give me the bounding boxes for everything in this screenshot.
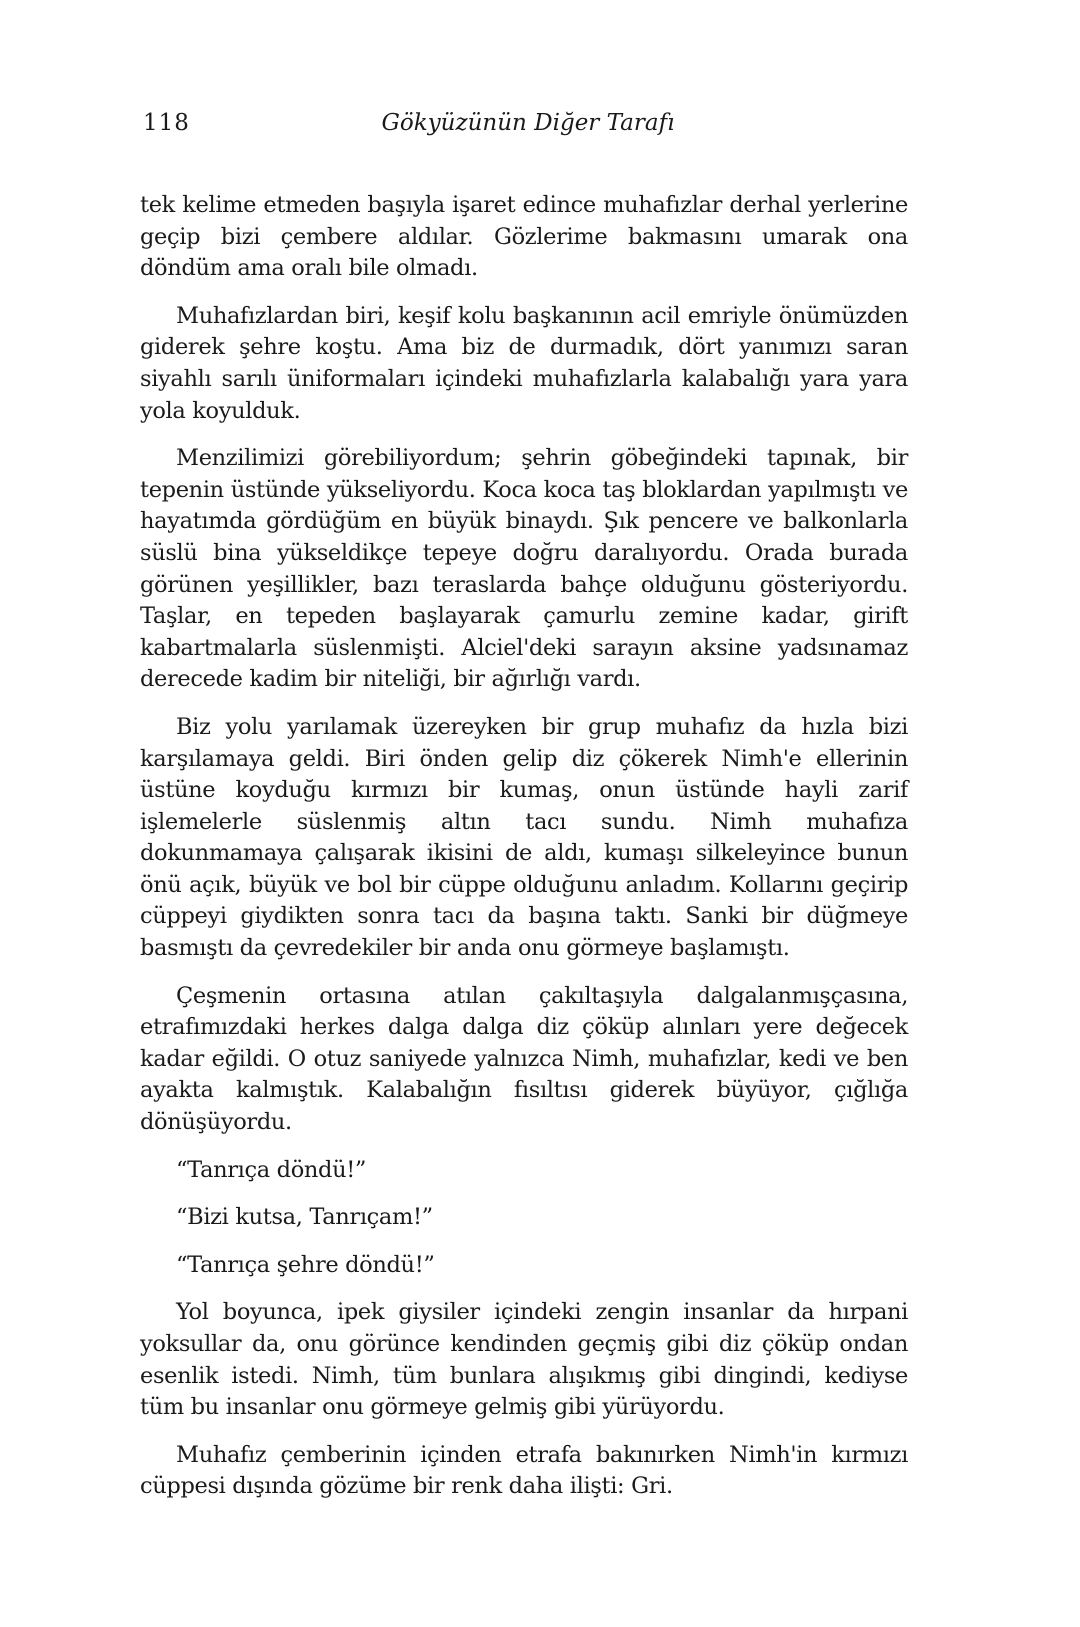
paragraph-3: Menzilimizi görebiliyordum; şehrin göbeğindeki tapınak, bir tepenin üstünde yükseliyordu. Koca koca taş bloklardan yapılmıştı ve hayatımda gördüğüm en büyük binaydı. Şık pencere ve balkonlarla süslü bina yükseldikçe tepeye doğru daralıyordu. Orada burada görünen yeşillikler, bazı teraslarda bahçe olduğunu gösteriyordu. Taşlar, en tepeden başlayarak çamurlu zemine kadar, girift kabartmalarla süslenmişti. Alciel'deki sarayın aksine yadsınamaz derecede kadim bir niteliği, bir ağırlığı vardı. — [140, 445, 908, 693]
dialogue-line-2: “Bizi kutsa, Tanrıçam!” — [176, 1204, 433, 1231]
dialogue-line-3: “Tanrıça şehre döndü!” — [176, 1251, 435, 1278]
paragraph-4: Biz yolu yarılamak üzereyken bir grup muhafız da hızla bizi karşılamaya geldi. Biri önden gelip diz çökerek Nimh'e ellerinin üstüne koyduğu kırmızı bir kumaş, onun üstünde hayli zarif işlemelerle süslenmiş altın tacı sundu. Nimh muhafıza dokunmamaya çalışarak ikisini de aldı, kumaşı silkeleyince bunun önü açık, büyük ve bol bir cüppe olduğunu anladım. Kollarını geçirip cüppeyi giydikten sonra tacı da başına taktı. Sanki bir düğmeye basmıştı da çevredekiler bir anda onu görmeye başlamıştı. — [140, 713, 908, 962]
page-number: 118 — [143, 110, 190, 136]
book-title: Gökyüzünün Diğer Tarafı — [381, 110, 675, 136]
paragraph-6: Yol boyunca, ipek giysiler içindeki zengin insanlar da hırpani yoksullar da, onu görünce kendinden geçmiş gibi diz çöküp ondan esenlik istedi. Nimh, tüm bunlara alışıkmış gibi dingindi, kediyse tüm bu insanlar onu görmeye gelmiş gibi yürüyordu. — [140, 1299, 908, 1421]
paragraph-5: Çeşmenin ortasına atılan çakıltaşıyla dalgalanmışçasına, etrafımızdaki herkes dalga dalga diz çöküp alınları yere değecek kadar eğildi. O otuz saniyede yalnızca Nimh, muhafızlar, kedi ve ben ayakta kalmıştık. Kalabalığın fısıltısı giderek büyüyor, çığlığa dönüşüyordu. — [140, 982, 908, 1136]
paragraph-7: Muhafız çemberinin içinden etrafa bakınırken Nimh'in kırmızı cüppesi dışında gözüme bir renk daha ilişti: Gri. — [140, 1441, 908, 1500]
paragraph-1: tek kelime etmeden başıyla işaret edince muhafızlar derhal yerlerine geçip bizi çembere aldılar. Gözlerime bakmasını umarak ona döndüm ama oralı bile olmadı. — [140, 192, 908, 282]
body-text — [140, 190, 908, 1519]
paragraph-2: Muhafızlardan biri, keşif kolu başkanının acil emriyle önümüzden giderek şehre koştu. Ama biz de durmadık, dört yanımızı saran siyahlı sarılı üniformaları içindeki muhafızlarla kalabalığı yara yara yola koyulduk. — [140, 302, 908, 424]
dialogue-line-1: “Tanrıça döndü!” — [176, 1156, 367, 1183]
running-header — [143, 110, 913, 150]
